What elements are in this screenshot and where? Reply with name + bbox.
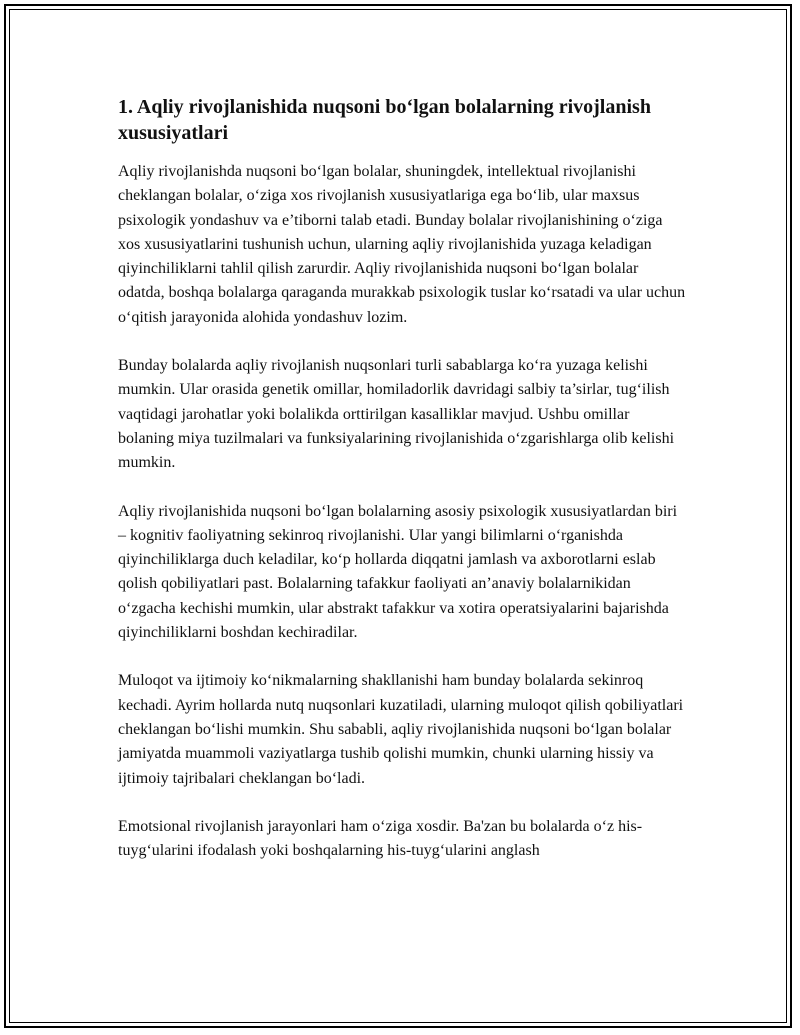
section-title: 1. Aqliy rivojlanishida nuqsoni bo‘lgan bolalarning rivojlanish xususiyatlari: [118, 96, 651, 144]
paragraph-2: Bunday bolalarda aqliy rivojlanish nuqsonlari turli sabablarga ko‘ra yuzaga kelishi mumkin. Ular orasida genetik omillar, homiladorlik davridagi salbiy ta’sirlar, tug‘ilish vaqtidagi jarohatlar yoki bolalikda orttirilgan kasalliklar mavjud. Ushbu omillar bolaning miya tuzilmalari va funksiyalarining rivojlanishida o‘zgarishlarga olib kelishi mumkin.: [118, 357, 675, 472]
paragraph-3: Aqliy rivojlanishida nuqsoni bo‘lgan bolalarning asosiy psixologik xususiyatlardan biri – kognitiv faoliyatning sekinroq rivojlanishi. Ular yangi bilimlarni o‘rganishda qiyinchiliklarga duch keladilar, ko‘p hollarda diqqatni jamlash va axborotlarni eslab qolish qobiliyatlari past. Bolalarning tafakkur faoliyati an’anaviy bolalarnikidan o‘zgacha kechishi mumkin, ular abstrakt tafakkur va xotira operatsiyalarini bajarishda qiyinchiliklarni boshdan kechiradilar.: [118, 502, 678, 642]
paragraph-4: Muloqot va ijtimoiy ko‘nikmalarning shakllanishi ham bunday bolalarda sekinroq kechadi. Ayrim hollarda nutq nuqsonlari kuzatiladi, ularning muloqot qilish qobiliyatlari cheklangan bo‘lishi mumkin. Shu sababli, aqliy rivojlanishida nuqsoni bo‘lgan bolalar jamiyatda muammoli vaziyatlarga tushib qolishi mumkin, chunki ularning hissiy va ijtimoiy tajribalari cheklangan bo‘ladi.: [118, 672, 684, 787]
document-body: [118, 94, 688, 887]
paragraph-1: Aqliy rivojlanishda nuqsoni bo‘lgan bolalar, shuningdek, intellektual rivojlanishi cheklangan bolalar, o‘ziga xos rivojlanish xususiyatlariga ega bo‘lib, ular maxsus psixologik yondashuv va e’tiborni talab etadi. Bunday bolalar rivojlanishining o‘ziga xos xususiyatlarini tushunish uchun, ularning aqliy rivojlanishida yuzaga keladigan qiyinchiliklarni tahlil qilish zarurdir. Aqliy rivojlanishida nuqsoni bo‘lgan bolalar odatda, boshqa bolalarga qaraganda murakkab psixologik tuslar ko‘rsatadi va ular uchun o‘qitish jarayonida alohida yondashuv lozim.: [118, 163, 686, 326]
paragraph-5: Emotsional rivojlanish jarayonlari ham o‘ziga xosdir. Ba'zan bu bolalarda o‘z his-tuyg‘ularini ifodalash yoki boshqalarning his-tuyg‘ularini anglash: [118, 817, 643, 860]
